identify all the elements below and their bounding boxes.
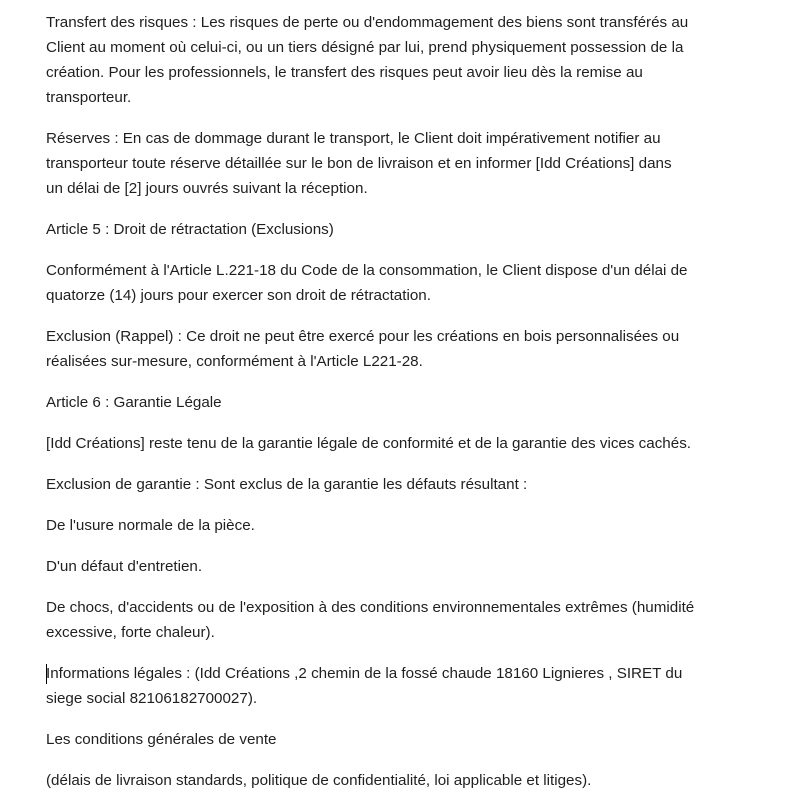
text-line: De l'usure normale de la pièce.: [46, 517, 255, 534]
heading-article-6: [46, 390, 766, 415]
text-line: création. Pour les professionnels, le transfert des risques peut avoir lieu dès la remise au: [46, 64, 643, 81]
paragraph-reserves: [46, 126, 766, 201]
heading-article-5: [46, 217, 766, 242]
text-line: (délais de livraison standards, politique de confidentialité, loi applicable et litiges).: [46, 772, 592, 789]
text-line: Transfert des risques : Les risques de perte ou d'endommagement des biens sont transférés au: [46, 14, 689, 31]
paragraph-entretien: [46, 554, 766, 579]
text-line: un délai de [2] jours ouvrés suivant la réception.: [46, 180, 368, 197]
text-line: Article 6 : Garantie Légale: [46, 394, 222, 411]
paragraph-cgv-details: [46, 768, 766, 793]
text-line: transporteur toute réserve détaillée sur le bon de livraison et en informer [Idd Créations] dans: [46, 155, 672, 172]
text-line: Les conditions générales de vente: [46, 731, 277, 748]
paragraph-informations-legales: [46, 661, 766, 711]
text-line: D'un défaut d'entretien.: [46, 558, 203, 575]
text-line: siege social 82106182700027).: [46, 690, 258, 707]
paragraph-exclusion-garantie: [46, 472, 766, 497]
text-line: Client au moment où celui-ci, ou un tiers désigné par lui, prend physiquement possession de la: [46, 39, 684, 56]
text-line: De chocs, d'accidents ou de l'exposition à des conditions environnementales extrêmes (humidité: [46, 599, 695, 616]
text-line: Exclusion (Rappel) : Ce droit ne peut être exercé pour les créations en bois personnalisées ou: [46, 328, 680, 345]
paragraph-cgv: [46, 727, 766, 752]
text-line: transporteur.: [46, 89, 132, 106]
text-line: excessive, forte chaleur).: [46, 624, 215, 641]
text-line: [Idd Créations] reste tenu de la garantie légale de conformité et de la garantie des vices cachés.: [46, 435, 692, 452]
paragraph-chocs: [46, 595, 766, 645]
paragraph-exclusion-rappel: [46, 324, 766, 374]
paragraph-usure: [46, 513, 766, 538]
text-line: Conformément à l'Article L.221-18 du Code de la consommation, le Client dispose d'un délai de: [46, 262, 688, 279]
text-line: Informations légales : (Idd Créations ,2 chemin de la fossé chaude 18160 Lignieres , SIRET du: [46, 665, 683, 682]
text-line: quatorze (14) jours pour exercer son droit de rétractation.: [46, 287, 431, 304]
paragraph-article-5: [46, 258, 766, 308]
text-line: Article 5 : Droit de rétractation (Exclusions): [46, 221, 334, 238]
paragraph-transfert-risques: [46, 10, 766, 110]
text-line: Exclusion de garantie : Sont exclus de la garantie les défauts résultant :: [46, 476, 528, 493]
paragraph-garantie-legale: [46, 431, 766, 456]
text-line: réalisées sur-mesure, conformément à l'Article L221-28.: [46, 353, 423, 370]
text-line: Réserves : En cas de dommage durant le transport, le Client doit impérativement notifier au: [46, 130, 661, 147]
